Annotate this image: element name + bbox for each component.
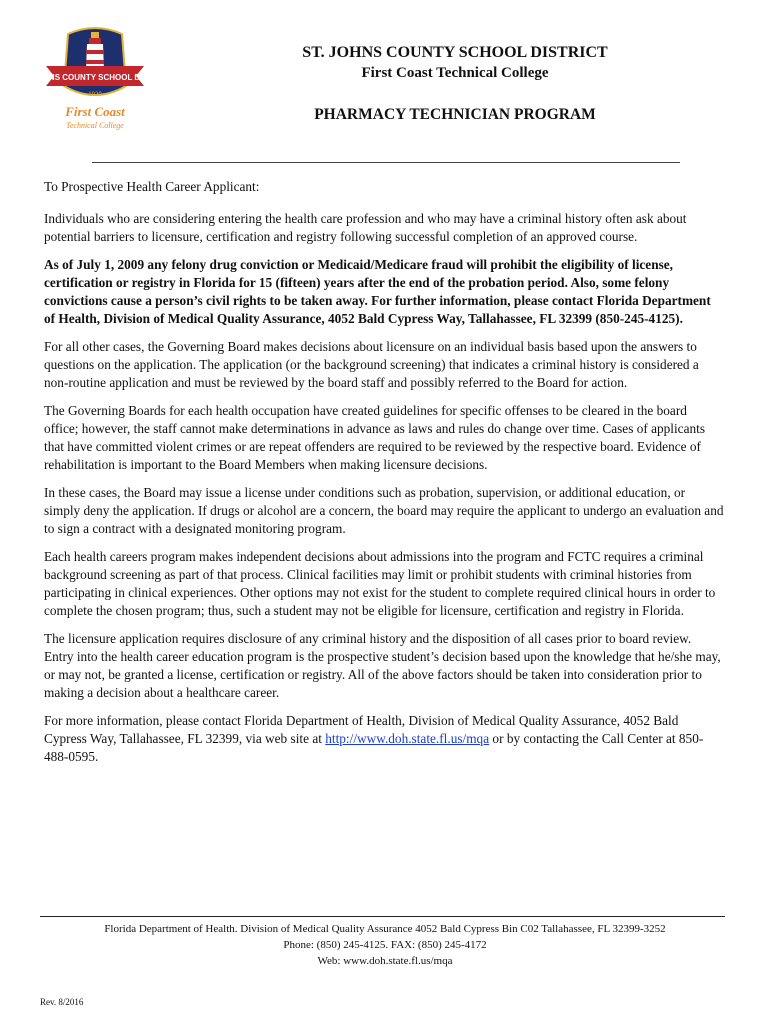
college-title: First Coast Technical College <box>361 65 549 81</box>
contact-text-after: or by contacting the Call Center at 850-488-0595. <box>44 731 704 764</box>
footer-address: Florida Department of Health. Division of Medical Quality Assurance 4052 Bald Cypress Bin C02 Tallahassee, FL 32399-3252 <box>104 923 666 935</box>
header-divider <box>92 152 680 163</box>
letter-body <box>44 178 724 776</box>
revision-date: Rev. 8/2016 <box>40 997 84 1007</box>
paragraph-governing-board: For all other cases, the Governing Board makes decisions about licensure on an individual basis based upon the answers to questions on the application. The application (or the background screening) that indicates a criminal history is considered a non-routine application and must be reviewed by the board staff and possibly referred to the Board for action. <box>44 339 699 390</box>
college-logo <box>18 24 172 136</box>
lighthouse-shield-icon <box>18 24 172 136</box>
footer-divider <box>40 916 725 917</box>
svg-text:ST. JOHNS COUNTY SCHOOL DISTRI: ST. JOHNS COUNTY SCHOOL DISTRICT <box>18 73 172 82</box>
svg-text:Technical College: Technical College <box>66 121 124 130</box>
footer <box>40 921 730 969</box>
paragraph-contact <box>44 712 724 766</box>
paragraph-conditions: In these cases, the Board may issue a license under conditions such as probation, supervision, or additional education, or simply deny the application. If drugs or alcohol are a concern, the board may require the applicant to undergo an evaluation and to sign a contract with a designated monitoring program. <box>44 485 724 536</box>
paragraph-intro: Individuals who are considering entering the health care profession and who may have a criminal history often ask about potential barriers to licensure, certification and registry following successful completion of an approved course. <box>44 211 687 244</box>
svg-text:First Coast: First Coast <box>65 104 125 119</box>
doh-mqa-link[interactable]: http://www.doh.state.fl.us/mqa <box>325 731 490 746</box>
footer-phone-fax: Phone: (850) 245-4125. FAX: (850) 245-4172 <box>283 939 487 951</box>
paragraph-admissions: Each health careers program makes independent decisions about admissions into the program and FCTC requires a criminal background screening as part of that process. Clinical facilities may limit or prohibit students with criminal histories from participating in clinical experiences. Other options may not exist for the student to complete required clinical hours in order to complete the chosen program; thus, such a student may not be eligible for licensure, certification and registry in Florida. <box>44 549 716 618</box>
svg-text:1920: 1920 <box>88 92 102 98</box>
salutation: To Prospective Health Career Applicant: <box>44 179 260 194</box>
footer-web: Web: www.doh.state.fl.us/mqa <box>317 955 453 967</box>
paragraph-guidelines: The Governing Boards for each health occupation have created guidelines for specific offenses to be cleared in the board office; however, the staff cannot make determinations in advance as laws and rules do change over time. Cases of applicants that have committed violent crimes or are repeat offenders are required to be reviewed by the respective board. Evidence of rehabilitation is important to the Board Members when making licensure decisions. <box>44 403 706 472</box>
program-title: PHARMACY TECHNICIAN PROGRAM <box>314 106 596 123</box>
paragraph-felony-notice: As of July 1, 2009 any felony drug conviction or Medicaid/Medicare fraud will prohibit the eligibility of license, certification or registry in Florida for 15 (fifteen) years after the end of the probation period. Also, some felony convictions cause a person’s civil rights to be taken away. For further information, please contact Florida Department of Health, Division of Medical Quality Assurance, 4052 Bald Cypress Way, Tallahassee, FL 32399 (850-245-4125). <box>44 257 711 326</box>
contact-text-before: For more information, please contact Florida Department of Health, Division of Medical Quality Assurance, 4052 Bald Cypress Way, Tallahassee, FL 32399, via web site at <box>44 713 679 746</box>
paragraph-disclosure: The licensure application requires disclosure of any criminal history and the disposition of all cases prior to board review. Entry into the health career education program is the prospective student’s decision based upon the knowledge that he/she may, or may not, be granted a license, certification or registry. All of the above factors should be taken into consideration prior to making a decision about a healthcare career. <box>44 631 721 700</box>
district-title: ST. JOHNS COUNTY SCHOOL DISTRICT <box>302 44 608 61</box>
